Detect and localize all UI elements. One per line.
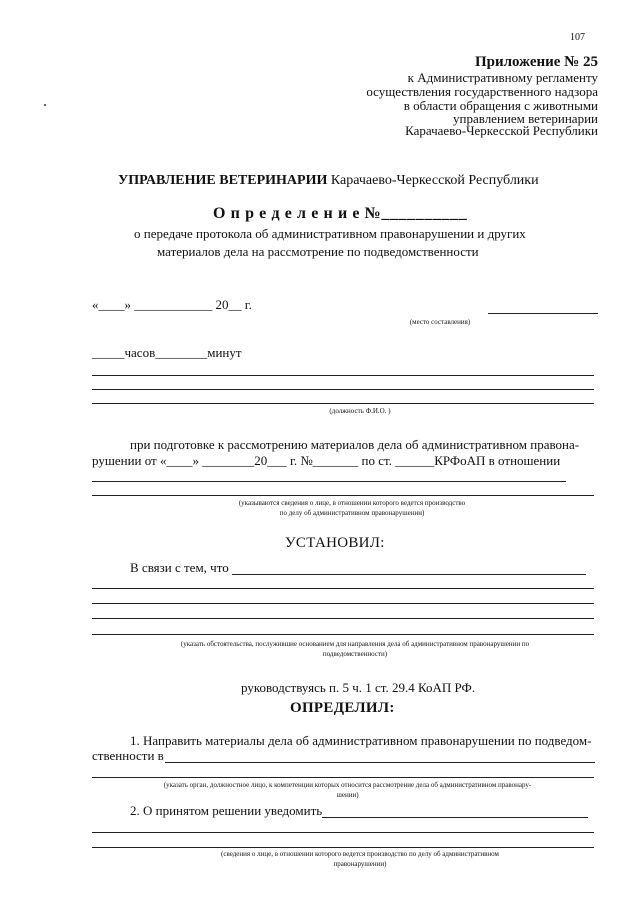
- document-subtitle: материалов дела на рассмотрение по подведомственности: [157, 244, 479, 259]
- blank-line: [92, 495, 594, 496]
- organization-name-rest: Карачаево-Черкесской Республики: [330, 173, 539, 188]
- scan-speck: [44, 104, 46, 106]
- determined-item: 2. О принятом решении уведомить: [130, 803, 323, 818]
- blank-line: [92, 618, 594, 619]
- determined-caption: (указать орган, должностное лицо, к компетенции которых относится рассмотрение дела об административном правонару-: [163, 781, 532, 789]
- blank-line: [92, 403, 594, 404]
- blank-line: [92, 777, 594, 778]
- blank-line: [92, 603, 594, 604]
- appendix-line: осуществления государственного надзора: [366, 84, 598, 99]
- determined-caption: (сведения о лице, в отношении которого ведется производство по делу об административном: [221, 850, 499, 858]
- blank-line: [92, 832, 594, 833]
- organization-name: [118, 173, 539, 189]
- preparation-line: рушении от «____» ________20___ г. №_______ по ст. ______КРФоАП в отношении: [92, 453, 561, 468]
- determined-caption: правонарушении): [333, 860, 387, 868]
- appendix-line: к Административному регламенту: [407, 70, 598, 85]
- place-underline: [488, 313, 598, 314]
- established-line: В связи с тем, что: [130, 560, 229, 575]
- blank-line: [92, 375, 594, 376]
- preparation-caption: (указываются сведения о лице, в отношении которого ведется производство: [238, 499, 466, 507]
- blank-line: [92, 588, 594, 589]
- appendix-line: в области обращения с животными: [403, 98, 598, 113]
- appendix-line: управлением ветеринарии: [453, 111, 598, 126]
- document-title: О п р е д е л е н и е №__________: [213, 205, 468, 222]
- determined-item: ственности в: [92, 748, 164, 763]
- determined-heading: ОПРЕДЕЛИЛ:: [290, 700, 395, 716]
- preparation-line: при подготовке к рассмотрению материалов дела об административном правона-: [130, 437, 580, 452]
- determined-item: 1. Направить материалы дела об административном правонарушении по подведом-: [130, 733, 592, 748]
- appendix-title: Приложение № 25: [474, 54, 598, 70]
- place-caption: (место составления): [409, 318, 471, 326]
- preparation-caption: по делу об административном правонарушении): [279, 509, 425, 517]
- appendix-line: Карачаево-Черкесской Республики: [405, 123, 598, 138]
- date-line: «____» ____________ 20__ г.: [92, 297, 252, 312]
- blank-line: [92, 847, 594, 848]
- organization-name-bold: УПРАВЛЕНИЕ ВЕТЕРИНАРИИ: [118, 173, 328, 188]
- blank-line: [322, 817, 588, 818]
- guided-text: руководствуясь п. 5 ч. 1 ст. 29.4 КоАП РФ.: [241, 680, 476, 695]
- time-line: _____часов________минут: [92, 345, 242, 360]
- established-caption: (указать обстоятельства, послужившие основанием для направления дела об административном правонарушении по: [180, 640, 530, 648]
- document-subtitle: о передаче протокола об административном правонарушении и других: [134, 226, 526, 241]
- blank-line: [92, 481, 566, 482]
- blank-line: [92, 634, 594, 635]
- blank-line: [232, 574, 586, 575]
- blank-line: [165, 762, 595, 763]
- established-heading: УСТАНОВИЛ:: [285, 535, 385, 551]
- position-caption: (должность Ф.И.О. ): [329, 407, 391, 415]
- page-number: 107: [570, 32, 585, 43]
- established-caption: подведомственности): [322, 650, 388, 658]
- blank-line: [92, 389, 594, 390]
- determined-caption: шении): [336, 791, 359, 799]
